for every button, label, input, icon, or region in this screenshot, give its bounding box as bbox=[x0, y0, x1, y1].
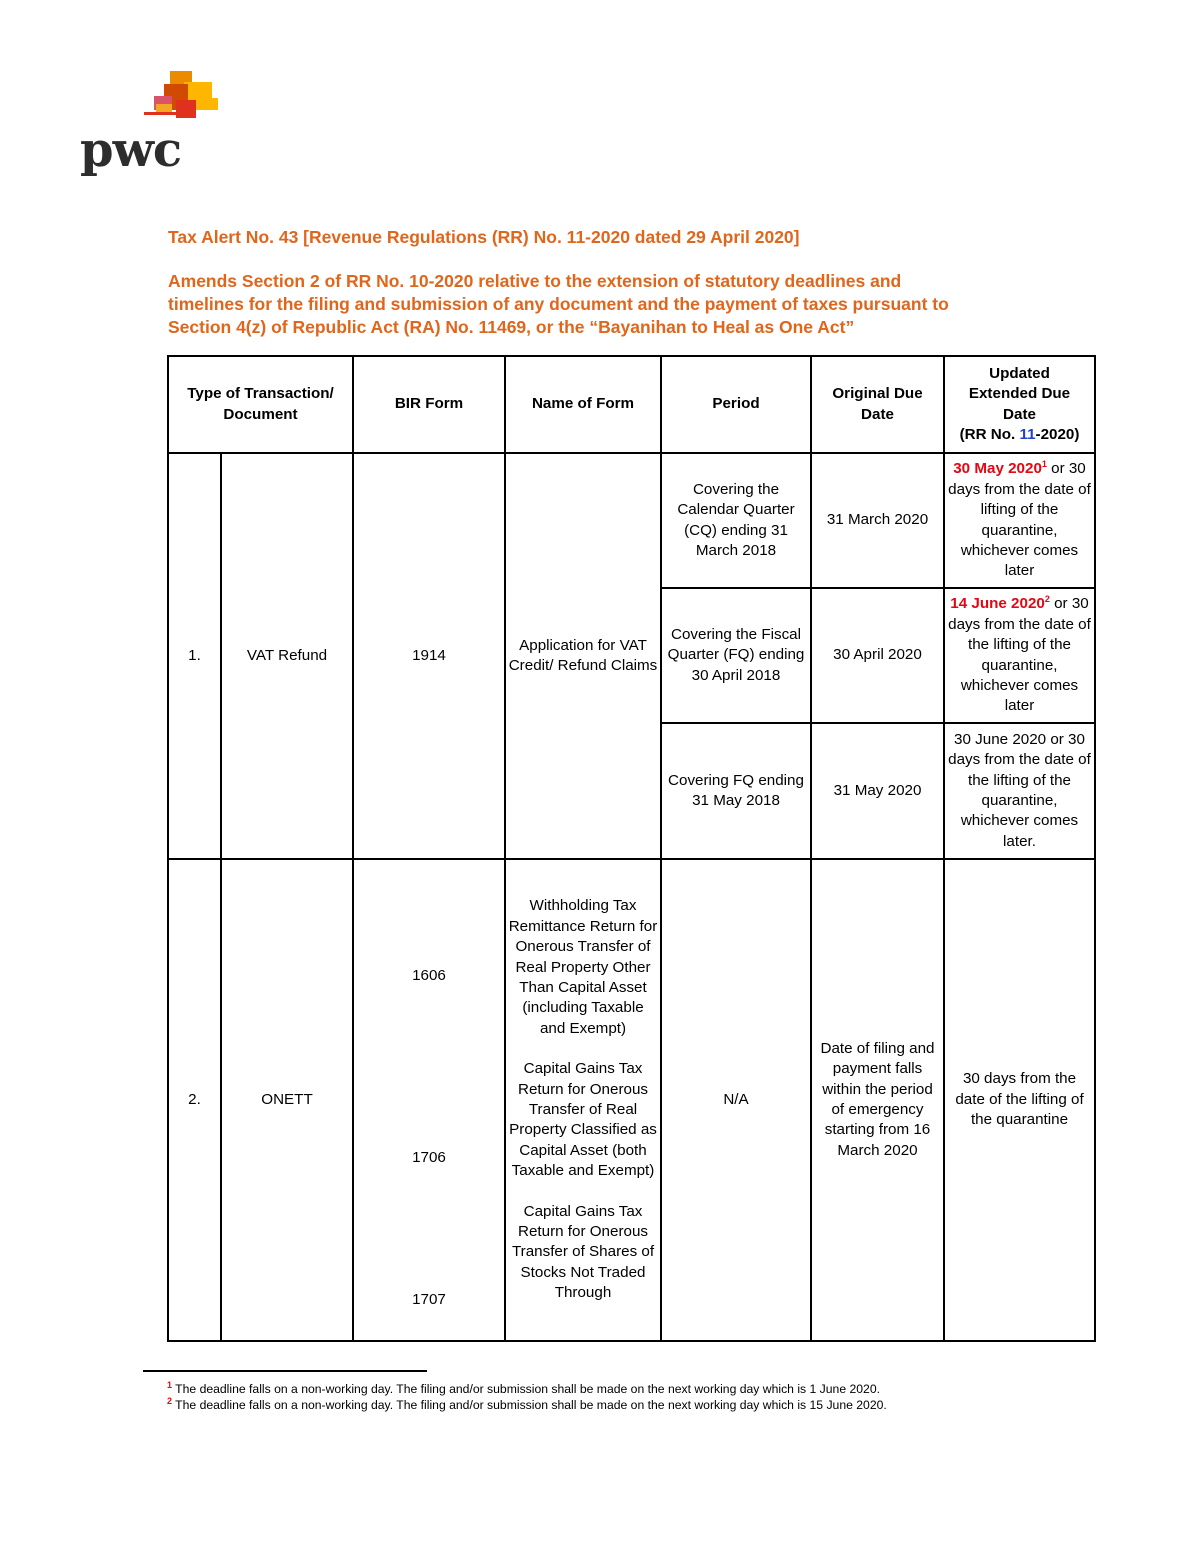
row1b-period: Covering the Fiscal Quarter (FQ) ending 30 April 2018 bbox=[661, 588, 811, 723]
footnote-ref: 2 bbox=[1044, 594, 1050, 605]
bir-form-code: 1707 bbox=[412, 1291, 446, 1308]
form-name: Capital Gains Tax Return for Onerous Transfer of Shares of Stocks Not Traded Through bbox=[511, 1202, 655, 1302]
row1c-period: Covering FQ ending 31 May 2018 bbox=[661, 723, 811, 859]
header-updated-line: Date bbox=[1003, 405, 1036, 423]
pwc-wordmark: pwc bbox=[80, 122, 182, 178]
row2-period: N/A bbox=[661, 859, 811, 1341]
form-name: Withholding Tax Remittance Return for Onerous Transfer of Real Property Other Than Capital Asset (including Taxable and Exempt) bbox=[508, 897, 658, 1037]
row2-original: Date of filing and payment falls within the period of emergency starting from 16 March 2020 bbox=[811, 859, 944, 1341]
header-type: Type of Transaction/ Document bbox=[168, 356, 353, 453]
updated-red-date: 30 May 2020 bbox=[953, 460, 1042, 478]
footnote-divider bbox=[143, 1370, 427, 1372]
deadline-table bbox=[167, 355, 1096, 1342]
bir-form-code: 1606 bbox=[412, 967, 446, 984]
row1-number: 1. bbox=[168, 453, 221, 859]
header-updated-line: Updated bbox=[989, 364, 1050, 382]
footnote-ref: 1 bbox=[1041, 459, 1047, 470]
alert-subtitle bbox=[168, 270, 1128, 339]
header-name-of-form: Name of Form bbox=[505, 356, 661, 453]
row2-type: ONETT bbox=[221, 859, 353, 1341]
form-name: Capital Gains Tax Return for Onerous Transfer of Real Property Classified as Capital Asset (both Taxable and Exempt) bbox=[509, 1060, 657, 1180]
header-rr-reference: (RR No. 11-2020) bbox=[959, 425, 1080, 443]
rr-number: 11 bbox=[1019, 425, 1036, 443]
header-period: Period bbox=[661, 356, 811, 453]
row2-names-of-form bbox=[505, 859, 661, 1341]
updated-red-date: 14 June 2020 bbox=[950, 595, 1045, 613]
alert-title: Tax Alert No. 43 [Revenue Regulations (RR) No. 11-2020 dated 29 April 2020] bbox=[168, 227, 800, 247]
row1a-period: Covering the Calendar Quarter (CQ) ending 31 March 2018 bbox=[661, 453, 811, 588]
row1c-updated: 30 June 2020 or 30 days from the date of the lifting of the quarantine, whichever comes later. bbox=[944, 723, 1095, 859]
row1c-original: 31 May 2020 bbox=[811, 723, 944, 859]
row1-name-of-form: Application for VAT Credit/ Refund Claims bbox=[505, 453, 661, 859]
row1b-original: 30 April 2020 bbox=[811, 588, 944, 723]
header-bir-form: BIR Form bbox=[353, 356, 505, 453]
bir-form-code: 1706 bbox=[412, 1149, 446, 1166]
row1b-updated: 14 June 2020$^2$ or 30 days from the date of the lifting of the quarantine, whichever comes later bbox=[944, 588, 1095, 723]
table-row bbox=[168, 859, 1095, 1341]
header-updated-due-date bbox=[944, 356, 1095, 453]
row2-number: 2. bbox=[168, 859, 221, 1341]
row1-bir-form: 1914 bbox=[353, 453, 505, 859]
footnote: $^2$ The deadline falls on a non-working day. The filing and/or submission shall be made on the next working day which is 15 June 2020. bbox=[167, 1395, 887, 1412]
subtitle-line: timelines for the filing and submission of any document and the payment of taxes pursuant to bbox=[168, 294, 949, 314]
table-row bbox=[168, 453, 1095, 588]
footnote: $^1$ The deadline falls on a non-working day. The filing and/or submission shall be made on the next working day which is 1 June 2020. bbox=[167, 1379, 880, 1396]
row1a-updated: 30 May 2020$^1$ or 30 days from the date of lifting of the quarantine, whichever comes later bbox=[944, 453, 1095, 588]
subtitle-line: Section 4(z) of Republic Act (RA) No. 11469, or the “Bayanihan to Heal as One Act” bbox=[168, 317, 855, 337]
row2-bir-forms bbox=[353, 859, 505, 1341]
header-original-due-date: Original Due Date bbox=[811, 356, 944, 453]
subtitle-line: Amends Section 2 of RR No. 10-2020 relative to the extension of statutory deadlines and bbox=[168, 271, 902, 291]
pwc-logo bbox=[80, 68, 230, 178]
header-updated-line: Extended Due bbox=[968, 385, 1071, 403]
row1-type: VAT Refund bbox=[221, 453, 353, 859]
row2-updated: 30 days from the date of the lifting of the quarantine bbox=[944, 859, 1095, 1341]
row1a-original: 31 March 2020 bbox=[811, 453, 944, 588]
